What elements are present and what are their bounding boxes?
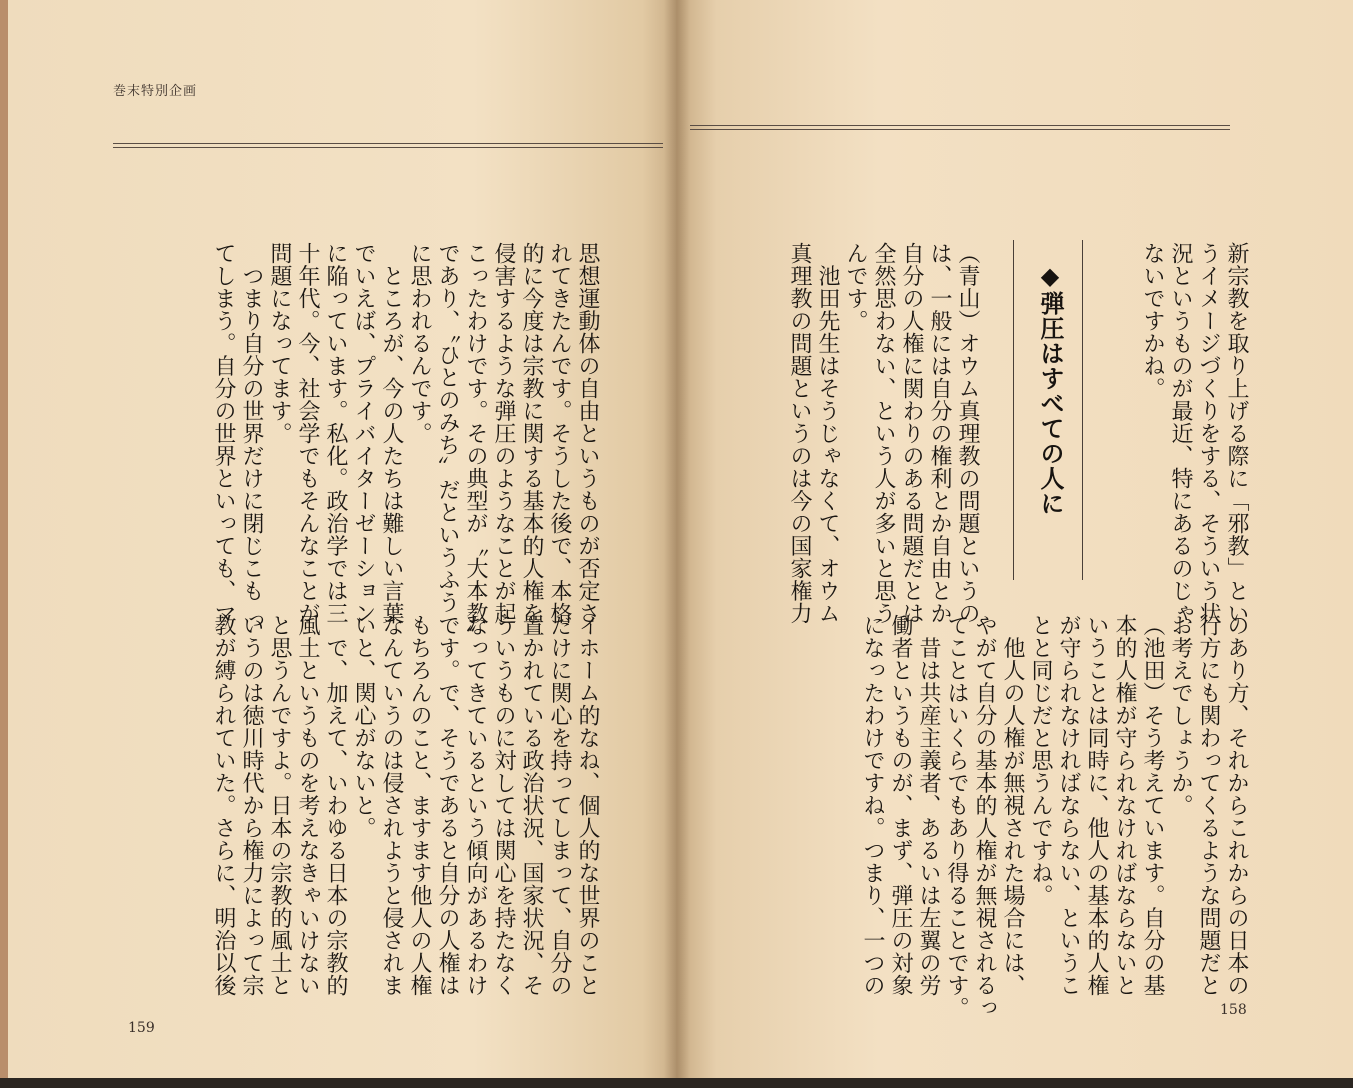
text-line: 働者というものが、まず、弾圧の対象 [888, 614, 913, 997]
text-line: ういうものに対しては関心を持たなく [491, 614, 516, 997]
text-line: とと同じだと思うんですね。 [1028, 614, 1053, 907]
text-line: んです。 [843, 242, 868, 332]
text-line: こったわけです。その典型が〝大本教〟 [463, 242, 488, 647]
text-line: 本的人権が守られなければならないと [1112, 614, 1137, 997]
page-edge [0, 0, 8, 1088]
text-line: に陥っています。私化。政治学では三 [323, 242, 348, 625]
text-line: なってきているという傾向があるわけ [463, 614, 488, 997]
text-line: やがて自分の基本的人権が無視されるっ [972, 614, 997, 1019]
text-line: 的に今度は宗教に関する基本的人権を [519, 242, 544, 625]
text-line: で、加えて、いわゆる日本の宗教的 [323, 614, 348, 997]
text-line: 況というものが最近、特にあるのじゃ [1168, 242, 1193, 625]
text-line: 池田先生はそうじゃなくて、オウム [815, 242, 840, 625]
page-number-right: 158 [1220, 1002, 1247, 1018]
text-line: イホーム的なね、個人的な世界のこと [575, 614, 600, 997]
text-line: だけに関心を持ってしまって、自分の [547, 614, 572, 997]
text-line: 風土というものを考えなきゃいけない [295, 614, 320, 997]
text-line: 他人の人権が無視された場合には、 [1000, 614, 1025, 997]
page-number-left: 159 [128, 1020, 155, 1036]
text-line: と思うんですよ。日本の宗教的風土と [267, 614, 292, 997]
text-line: うイメージづくりをする、そういう状 [1196, 242, 1221, 625]
text-line: いうことは同時に、他人の基本的人権 [1084, 614, 1109, 997]
section-heading: ◆弾圧はすべての人に [1036, 262, 1064, 516]
text-line: 十年代。今、社会学でもそんなことが [295, 242, 320, 625]
text-line: になったわけですね。つまり、一つの [860, 614, 885, 997]
text-line: に思われるんです。 [407, 242, 432, 445]
text-line: であり、〝ひとのみち〟だというふう [435, 242, 460, 614]
text-line: 行方にも関わってくるような問題だと [1196, 614, 1221, 997]
text-line: （池田）そう考えています。自分の基 [1140, 614, 1165, 997]
text-line: てしまう。自分の世界といっても、マ [211, 242, 236, 625]
header-rule-2 [113, 147, 663, 148]
text-line: ないですかね。 [1140, 242, 1165, 400]
text-line: 置かれている政治状況、国家状況、そ [519, 614, 544, 997]
text-line: は、一般には自分の権利とか自由とか [927, 242, 952, 625]
text-line: （青山）オウム真理教の問題というの [955, 242, 980, 625]
text-line: もちろんのこと、ますます他人の人権 [407, 614, 432, 997]
text-line: が守られなければならない、というこ [1056, 614, 1081, 997]
text-line: 昔は共産主義者、あるいは左翼の労 [916, 614, 941, 997]
text-line: 思想運動体の自由というものが否定さ [575, 242, 600, 625]
running-header: 巻末特別企画 [113, 84, 198, 99]
page-bottom-edge [0, 1078, 1353, 1088]
text-line: なんていうのは侵されようと侵されま [379, 614, 404, 997]
text-line: てことはいくらでもあり得ることです。 [944, 614, 969, 1019]
header-rule-right [690, 125, 1230, 126]
right-upper-text-b [785, 242, 981, 625]
text-line: 侵害するような弾圧のようなことが起 [491, 242, 516, 625]
book-gutter [664, 0, 690, 1088]
text-line: いうのは徳川時代から権力によって宗 [239, 614, 264, 997]
header-rule [113, 143, 663, 144]
text-line: お考えでしょうか。 [1168, 614, 1193, 817]
text-line: 自分の人権に関わりのある問題だとは [899, 242, 924, 625]
left-lower-text [209, 614, 601, 997]
text-line: 問題になってます。 [267, 242, 292, 445]
text-line: いと、関心がないと。 [351, 614, 376, 839]
text-line: 全然思わない、という人が多いと思う [871, 242, 896, 625]
text-line: でいえば、プライバイターゼーション [351, 242, 376, 625]
right-upper-text-a [1138, 242, 1250, 625]
header-rule-right-2 [690, 129, 1230, 130]
text-line: 真理教の問題というのは今の国家権力 [787, 242, 812, 625]
text-line: れてきたんです。そうした後で、本格 [547, 242, 572, 625]
text-line: 教が縛られていた。さらに、明治以後 [211, 614, 236, 997]
left-upper-text [209, 242, 601, 647]
text-line: ところが、今の人たちは難しい言葉 [379, 242, 404, 625]
heading-rule-left [1013, 240, 1014, 580]
text-line: つまり自分の世界だけに閉じこも っ [239, 242, 264, 632]
heading-rule-right [1082, 240, 1083, 580]
text-line: 新宗教を取り上げる際に「邪教」とい [1224, 242, 1249, 625]
text-line: のあり方、それからこれからの日本の [1224, 614, 1249, 997]
text-line: です。で、そうであると自分の人権は [435, 614, 460, 997]
